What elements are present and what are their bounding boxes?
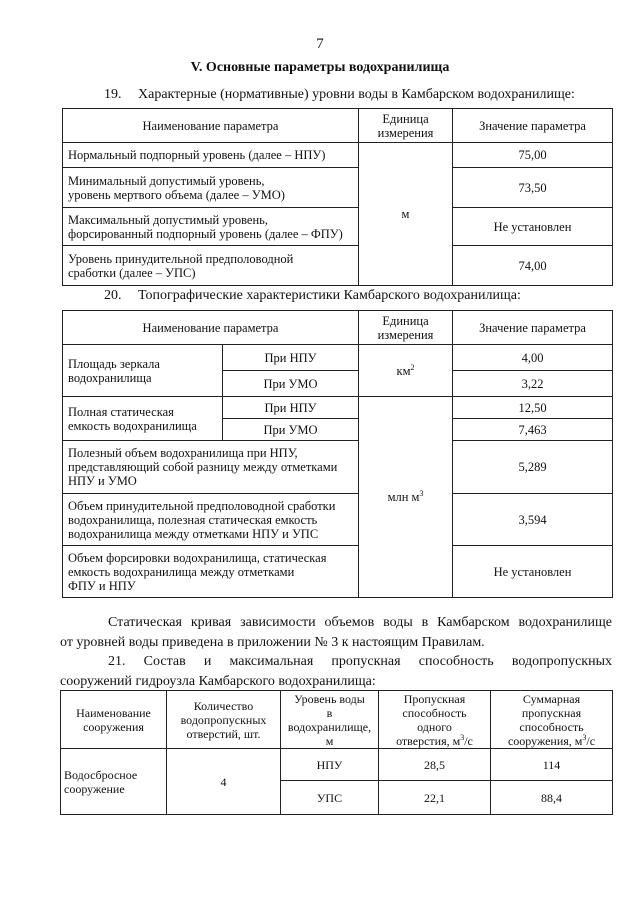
name-line: Площадь зеркала [68, 356, 160, 371]
total-capacity-name [63, 397, 223, 441]
total-ups: 88,4 [491, 781, 613, 815]
paragraph-text: Топографические характеристики Камбарского водохранилища: [138, 288, 521, 303]
header-line: Уровень воды [294, 691, 365, 706]
row-fpu-value: Не установлен [453, 208, 613, 246]
header-value: Значение параметра [453, 109, 613, 143]
useful-volume-name [63, 441, 359, 494]
paragraph-21-line-1: 21. Состав и максимальная пропускная способность водопропускных [108, 654, 612, 669]
header-line: м [325, 733, 334, 748]
total-umo-value: 7,463 [453, 419, 613, 441]
curve-text-line-2: от уровней воды приведена в приложении № 3 к настоящим Правилам. [60, 635, 485, 650]
header-line: Количество [193, 698, 254, 713]
header-line: сооружения [83, 719, 144, 734]
capacity-npu: 28,5 [379, 749, 491, 781]
name-line: водохранилища между отметками НПУ и УПС [68, 526, 319, 541]
header-line: отверстий, шт. [186, 726, 261, 741]
name-line: уровень мертвого объема (далее – УМО) [68, 187, 285, 202]
unit-superscript: 3 [582, 732, 587, 742]
header-line: пропускная [521, 705, 582, 720]
name-line: водохранилища, полезная статическая емкость [68, 512, 318, 527]
row-npu-name: Нормальный подпорный уровень (далее – НПУ) [63, 143, 359, 168]
structure-name [61, 749, 167, 815]
unit-superscript: 2 [410, 362, 415, 372]
capacity-ups: 22,1 [379, 781, 491, 815]
row-ups-value: 74,00 [453, 246, 613, 286]
header-unit: Единица измерения [359, 109, 453, 143]
unit-cell: м [359, 143, 453, 286]
spillway-table [60, 690, 613, 815]
name-line: Объем форсировки водохранилища, статическая [68, 550, 327, 565]
unit-text: млн м [387, 490, 420, 504]
level-npu: НПУ [281, 749, 379, 781]
area-npu-label: При НПУ [223, 345, 359, 371]
paragraph-number: 20. [104, 288, 122, 303]
level-ups: УПС [281, 781, 379, 815]
paragraph-19 [104, 86, 575, 104]
curve-text-line-1: Статическая кривая зависимости объемов воды в Камбарском водохранилище [108, 615, 612, 630]
name-line: Водосбросное [64, 767, 138, 782]
unit-text: км [396, 363, 411, 378]
row-fpu-name [63, 208, 359, 246]
total-umo-label: При УМО [223, 419, 359, 441]
header-parameter-name: Наименование параметра [63, 311, 359, 345]
row-npu-value: 75,00 [453, 143, 613, 168]
paragraph-number: 19. [104, 87, 122, 102]
useful-volume-value: 5,289 [453, 441, 613, 494]
area-name [63, 345, 223, 397]
header-line: водохранилище, [287, 719, 372, 734]
area-umo-value: 3,22 [453, 371, 613, 397]
header-line: способность [402, 705, 467, 720]
header-line: водопропускных [180, 712, 267, 727]
forcing-volume-name [63, 546, 359, 598]
page-number: 7 [316, 36, 324, 52]
forcing-volume-value: Не установлен [453, 546, 613, 598]
header-line: /с [586, 733, 596, 748]
area-npu-value: 4,00 [453, 345, 613, 371]
header-line: /с [464, 733, 473, 748]
name-line: емкость водохранилища [68, 418, 197, 433]
name-line: Максимальный допустимый уровень, [68, 212, 268, 227]
area-umo-label: При УМО [223, 371, 359, 397]
name-line: водохранилища [68, 370, 152, 385]
name-line: форсированный подпорный уровень (далее – ФПУ) [68, 226, 343, 241]
water-levels-table [62, 108, 613, 286]
name-line: Полная статическая [68, 404, 174, 419]
row-ups-name [63, 246, 359, 286]
forced-drawdown-value: 3,594 [453, 494, 613, 546]
header-value: Значение параметра [453, 311, 613, 345]
name-line: Объем принудительной предполоводной сработки [68, 498, 336, 513]
name-line: емкость водохранилища между отметками [68, 564, 295, 579]
header-opening-capacity [379, 691, 491, 749]
area-unit [359, 345, 453, 397]
unit-superscript: 3 [460, 732, 465, 742]
header-water-level [281, 691, 379, 749]
header-line: способность [519, 719, 584, 734]
forced-drawdown-name [63, 494, 359, 546]
row-umo-value: 73,50 [453, 168, 613, 208]
header-line: Пропускная [403, 691, 466, 706]
section-title: V. Основные параметры водохранилища [190, 60, 450, 75]
total-npu: 114 [491, 749, 613, 781]
row-umo-name [63, 168, 359, 208]
header-total-capacity [491, 691, 613, 749]
header-line: отверстия, м [396, 733, 461, 748]
name-line: Минимальный допустимый уровень, [68, 173, 265, 188]
header-parameter-name: Наименование параметра [63, 109, 359, 143]
header-unit: Единица измерения [359, 311, 453, 345]
topography-table [62, 310, 613, 598]
openings-count: 4 [167, 749, 281, 815]
unit-superscript: 3 [419, 488, 424, 498]
paragraph-21-line-2: сооружений гидроузла Камбарского водохранилища: [60, 674, 376, 689]
paragraph-20 [104, 287, 521, 305]
header-line: сооружения, м [507, 733, 583, 748]
paragraph-text: Характерные (нормативные) уровни воды в Камбарском водохранилище: [138, 87, 575, 102]
name-line: Уровень принудительной предполоводной [68, 251, 294, 266]
total-npu-value: 12,50 [453, 397, 613, 419]
name-line: сооружение [64, 781, 125, 796]
name-line: ФПУ и НПУ [68, 578, 136, 593]
header-line: Суммарная [522, 691, 581, 706]
header-line: в [326, 705, 333, 720]
name-line: НПУ и УМО [68, 474, 137, 488]
header-structure-name [61, 691, 167, 749]
name-line: Полезный объем водохранилища при НПУ, [68, 446, 298, 460]
name-line: представляющий собой разницу между отметками [68, 460, 338, 474]
header-line: Наименование [76, 705, 151, 720]
name-line: сработки (далее – УПС) [68, 265, 196, 280]
total-npu-label: При НПУ [223, 397, 359, 419]
header-openings-count [167, 691, 281, 749]
volume-unit [359, 397, 453, 598]
header-line: одного [417, 719, 452, 734]
